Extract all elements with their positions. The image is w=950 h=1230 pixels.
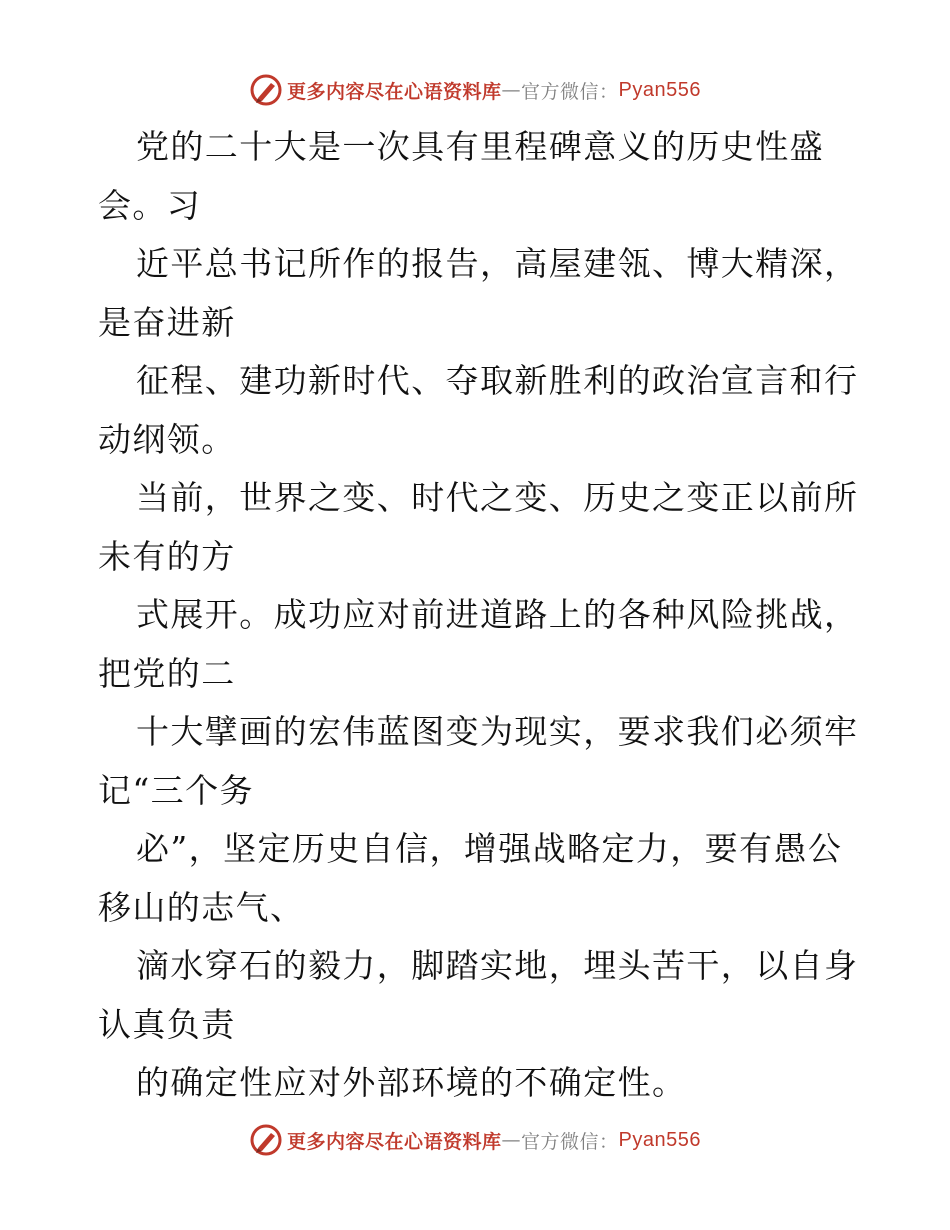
- footer-watermark: [0, 1120, 950, 1160]
- body-line: 移山的志气、: [98, 887, 305, 927]
- body-line: 滴水穿石的毅力，脚踏实地，埋头苦干，以自身: [136, 946, 859, 985]
- body-line: 认真负责: [98, 1004, 236, 1044]
- watermark-main-text: 更多内容尽在心语资料库: [287, 80, 502, 103]
- body-line: 必”，坚定历史自信，增强战略定力，要有愚公: [136, 829, 843, 868]
- body-line: 会。习: [98, 185, 202, 225]
- wechat-id: Pyan556: [618, 1128, 701, 1151]
- watermark-sub-text: 官方微信：: [521, 80, 619, 103]
- body-line: 当前，世界之变、时代之变、历史之变正以前所: [136, 478, 859, 517]
- watermark-main-text: 更多内容尽在心语资料库: [287, 1130, 502, 1153]
- pen-logo-icon: [249, 1123, 283, 1157]
- body-line: 近平总书记所作的报告，高屋建瓴、博大精深，: [136, 244, 859, 283]
- body-line: 十大擘画的宏伟蓝图变为现实，要求我们必须牢: [136, 712, 859, 751]
- document-body: [98, 118, 888, 1113]
- body-line: 式展开。成功应对前进道路上的各种风险挑战，: [136, 595, 859, 634]
- body-line: 的确定性应对外部环境的不确定性。: [136, 1063, 687, 1102]
- body-line: 记“三个务: [98, 770, 254, 810]
- wechat-id: Pyan556: [618, 78, 701, 101]
- body-line: 征程、建功新时代、夺取新胜利的政治宣言和行: [136, 361, 859, 400]
- body-line: 动纲领。: [98, 419, 236, 459]
- body-line: 是奋进新: [98, 302, 236, 342]
- pen-logo-icon: [249, 73, 283, 107]
- header-watermark: [0, 70, 950, 110]
- watermark-dash: —: [501, 1129, 522, 1151]
- body-line: 把党的二: [98, 653, 236, 693]
- body-line: 未有的方: [98, 536, 236, 576]
- watermark-sub-text: 官方微信：: [521, 1130, 619, 1153]
- body-line: 党的二十大是一次具有里程碑意义的历史性盛: [136, 127, 824, 166]
- watermark-dash: —: [501, 79, 522, 101]
